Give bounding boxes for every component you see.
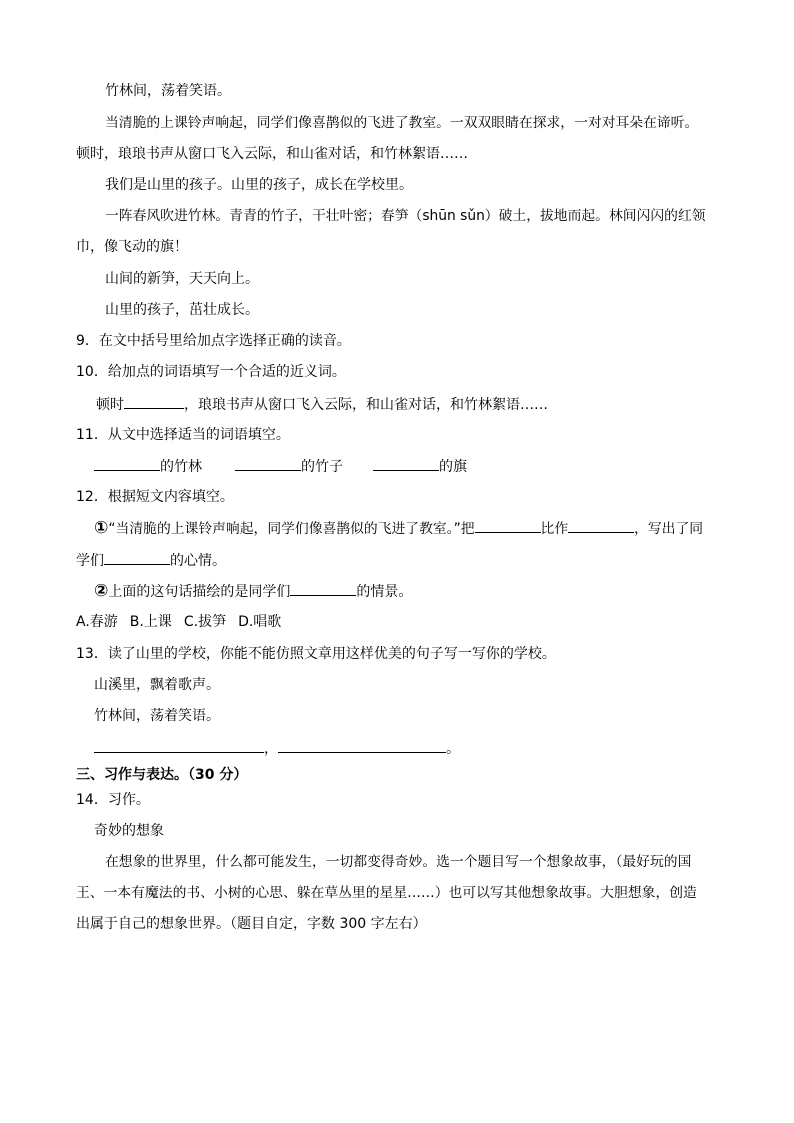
q14-essay-title: 奇妙的想象 bbox=[94, 823, 164, 839]
q13-comma: ， bbox=[264, 741, 278, 757]
q10-suffix: ，琅琅书声从窗口飞入云际，和山雀对话，和竹林絮语…… bbox=[184, 397, 548, 413]
q12-options bbox=[76, 613, 281, 631]
q12-part-1 bbox=[94, 519, 703, 538]
passage-line-7: 山间的新笋，天天向上。 bbox=[105, 271, 259, 287]
passage-line-8: 山里的孩子，茁壮成长。 bbox=[105, 302, 259, 318]
q11-blank-3[interactable] bbox=[373, 457, 439, 471]
q12-option-c[interactable]: C.拔笋 bbox=[183, 614, 227, 630]
passage-line-2: 当清脆的上课铃声响起，同学们像喜鹊似的飞进了教室。一双双眼睛在探求，一对对耳朵在谛听。 bbox=[105, 115, 699, 131]
passage-line-1: 竹林间，荡着笑语。 bbox=[105, 83, 231, 99]
q14-prompt-line-1: 在想象的世界里，什么都可能发生，一切都变得奇妙。选一个题目写一个想象故事，（最好玩的国 bbox=[105, 854, 692, 870]
question-12: 12．根据短文内容填空。 bbox=[76, 489, 234, 505]
passage-line-6: 巾，像飞动的旗！ bbox=[76, 239, 188, 255]
q12-p2-text: 上面的这句话描绘的是同学们 bbox=[108, 584, 291, 600]
q12-option-d[interactable]: D.唱歌 bbox=[238, 614, 282, 630]
q13-blank-1[interactable] bbox=[94, 739, 264, 753]
q12-p2-end: 的情景。 bbox=[356, 584, 413, 600]
q11-blank-2[interactable] bbox=[235, 457, 301, 471]
q10-prefix: 顿时 bbox=[96, 397, 124, 413]
question-10: 10．给加点的词语填写一个合适的近义词。 bbox=[76, 364, 346, 380]
q12-blank-1[interactable] bbox=[475, 519, 541, 533]
q13-answer-line bbox=[94, 739, 460, 758]
q11-item-1 bbox=[94, 457, 202, 476]
q14-prompt-line-2: 王、一本有魔法的书、小树的心思、躲在草丛里的星星……）也可以写其他想象故事。大胆想象，创造 bbox=[76, 885, 697, 901]
q12-p1-l2a: 学们 bbox=[76, 553, 104, 569]
q12-blank-4[interactable] bbox=[290, 582, 356, 596]
question-11: 11．从文中选择适当的词语填空。 bbox=[76, 427, 290, 443]
q12-option-b[interactable]: B.上课 bbox=[129, 614, 172, 630]
q10-blank[interactable] bbox=[124, 395, 184, 409]
question-10-sentence bbox=[96, 395, 548, 414]
q12-blank-2[interactable] bbox=[568, 519, 634, 533]
q13-period: 。 bbox=[446, 741, 460, 757]
q12-part-1-cont bbox=[76, 551, 226, 570]
q14-prompt-line-3: 出属于自己的想象世界。（题目自定，字数 300 字左右） bbox=[76, 916, 427, 932]
q11-blank-1[interactable] bbox=[94, 457, 160, 471]
q12-p1-l2b: 的心情。 bbox=[170, 553, 226, 569]
question-13: 13．读了山里的学校，你能不能仿照文章用这样优美的句子写一写你的学校。 bbox=[76, 646, 556, 662]
passage-line-3: 顿时，琅琅书声从窗口飞入云际，和山雀对话，和竹林絮语…… bbox=[76, 146, 468, 162]
q11-label-2: 的竹子 bbox=[301, 459, 343, 475]
q11-item-2 bbox=[235, 457, 343, 476]
q11-item-3 bbox=[373, 457, 467, 476]
q12-p1-mid: 比作 bbox=[540, 521, 569, 537]
q12-p1-end: ，写出了同 bbox=[634, 521, 704, 537]
q12-part-2 bbox=[94, 582, 412, 601]
q12-num-2: ② bbox=[94, 581, 109, 601]
passage-line-4: 我们是山里的孩子。山里的孩子，成长在学校里。 bbox=[105, 177, 413, 193]
q13-example-1: 山溪里，飘着歌声。 bbox=[94, 677, 220, 693]
question-9: 9．在文中括号里给加点字选择正确的读音。 bbox=[76, 333, 351, 349]
q12-p1-text: “当清脆的上课铃声响起，同学们像喜鹊似的飞进了教室。”把 bbox=[108, 521, 475, 537]
q11-label-1: 的竹林 bbox=[160, 459, 202, 475]
q13-blank-2[interactable] bbox=[278, 739, 446, 753]
q12-blank-3[interactable] bbox=[104, 551, 170, 565]
q12-num-1: ① bbox=[94, 518, 109, 538]
section-3-heading: 三、习作与表达。（30 分） bbox=[76, 767, 248, 783]
q13-example-2: 竹林间，荡着笑语。 bbox=[94, 708, 220, 724]
q11-label-3: 的旗 bbox=[439, 459, 467, 475]
question-14: 14．习作。 bbox=[76, 792, 150, 808]
q12-option-a[interactable]: A.春游 bbox=[76, 614, 118, 630]
passage-line-5: 一阵春风吹进竹林。青青的竹子，干壮叶密；春笋（shūn sǔn）破土，拔地而起。林间闪闪的红领 bbox=[105, 208, 706, 224]
